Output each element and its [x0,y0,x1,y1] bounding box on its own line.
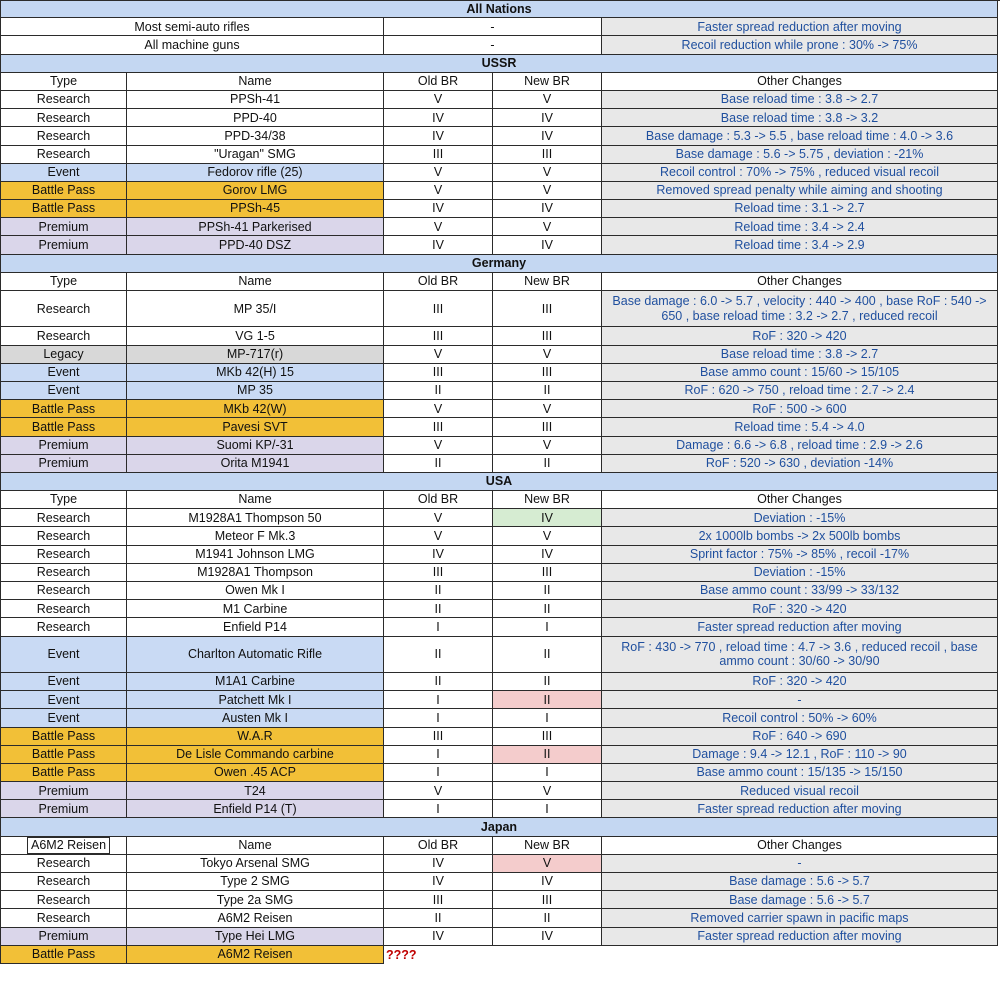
name-cell: Fedorov rifle (25) [127,164,384,182]
new-br-cell: II [493,455,602,473]
table-row [0,564,1000,582]
new-br-cell: IV [493,873,602,891]
other-changes-cell: - [602,691,998,709]
name-cell: VG 1-5 [127,327,384,345]
type-cell: Research [0,855,127,873]
header-type-cell [0,837,127,855]
type-cell: Event [0,673,127,691]
other-changes-cell: Deviation : -15% [602,509,998,527]
other-changes-cell: Base ammo count : 33/99 -> 33/132 [602,582,998,600]
table-row [0,382,1000,400]
new-br-cell: II [493,637,602,673]
other-changes-cell: Removed carrier spawn in pacific maps [602,909,998,927]
old-br-cell: III [384,418,493,436]
new-br-cell: V [493,164,602,182]
old-br-cell: V [384,527,493,545]
name-cell: Orita M1941 [127,455,384,473]
other-changes-cell: Base reload time : 3.8 -> 3.2 [602,109,998,127]
header-name: Name [127,273,384,291]
new-br-cell: IV [493,109,602,127]
other-changes-cell: Recoil control : 70% -> 75% , reduced visual recoil [602,164,998,182]
other-changes-cell: Deviation : -15% [602,564,998,582]
old-br-cell: II [384,909,493,927]
type-cell: Research [0,618,127,636]
header-new-br: New BR [493,837,602,855]
table-row [0,437,1000,455]
old-br-cell: V [384,509,493,527]
old-br-cell: III [384,327,493,345]
table-row [0,291,1000,327]
type-cell: Research [0,91,127,109]
old-br-cell: IV [384,236,493,254]
old-br-cell: V [384,182,493,200]
table-row [0,855,1000,873]
new-br-cell: III [493,564,602,582]
type-cell: Premium [0,455,127,473]
new-br-cell: V [493,855,602,873]
new-br-cell: III [493,891,602,909]
other-changes-cell: Faster spread reduction after moving [602,928,998,946]
old-br-cell: IV [384,109,493,127]
other-changes-cell: Sprint factor : 75% -> 85% , recoil -17% [602,546,998,564]
header-name: Name [127,491,384,509]
other-changes-cell: RoF : 620 -> 750 , reload time : 2.7 -> 2.4 [602,382,998,400]
type-cell: Research [0,891,127,909]
new-br-cell: V [493,527,602,545]
section-title: USSR [0,55,998,73]
table-row [0,618,1000,636]
name-cell: A6M2 Reisen [127,909,384,927]
header-old-br: Old BR [384,73,493,91]
table-row [0,327,1000,345]
other-changes-cell: Faster spread reduction after moving [602,800,998,818]
type-cell: Research [0,873,127,891]
new-br-cell: I [493,764,602,782]
new-br-cell: II [493,600,602,618]
old-br-cell: V [384,91,493,109]
section-title: USA [0,473,998,491]
new-br-cell: I [493,618,602,636]
other-changes-cell: RoF : 320 -> 420 [602,327,998,345]
type-cell: Research [0,582,127,600]
name-cell: M1A1 Carbine [127,673,384,691]
other-changes-cell: RoF : 500 -> 600 [602,400,998,418]
type-cell: Event [0,364,127,382]
table-row [0,600,1000,618]
type-cell: Premium [0,782,127,800]
name-cell: M1941 Johnson LMG [127,546,384,564]
old-br-cell: II [384,582,493,600]
table-row [0,109,1000,127]
section-ussr [0,55,1000,73]
old-br-cell: I [384,746,493,764]
type-cell: Battle Pass [0,400,127,418]
other-changes-cell: RoF : 520 -> 630 , deviation -14% [602,455,998,473]
cell-edit-box[interactable]: A6M2 Reisen [27,837,110,854]
table-row [0,800,1000,818]
other-changes-cell: Removed spread penalty while aiming and shooting [602,182,998,200]
name-cell: Austen Mk I [127,709,384,727]
table-row [0,418,1000,436]
new-br-cell: V [493,182,602,200]
other-changes-cell: Reload time : 3.4 -> 2.4 [602,218,998,236]
new-br-cell: IV [493,200,602,218]
name-cell: A6M2 Reisen [127,946,384,964]
name-cell: Owen .45 ACP [127,764,384,782]
name-cell: PPD-40 DSZ [127,236,384,254]
section-title: Japan [0,818,998,836]
table-row [0,546,1000,564]
header-other-changes: Other Changes [602,273,998,291]
name-cell: W.A.R [127,728,384,746]
header-type: Type [0,273,127,291]
type-cell: Premium [0,437,127,455]
header-new-br: New BR [493,73,602,91]
new-br-cell: V [493,346,602,364]
header-old-br: Old BR [384,837,493,855]
table-row [0,764,1000,782]
table-row [0,728,1000,746]
table-row [0,346,1000,364]
table-row [0,164,1000,182]
name-cell: MP 35 [127,382,384,400]
table-row [0,782,1000,800]
table-row [0,527,1000,545]
type-cell: Research [0,327,127,345]
ussr-rows [0,91,1000,255]
old-br-cell: III [384,891,493,909]
table-row [0,928,1000,946]
table-row [0,509,1000,527]
name-cell: MP-717(r) [127,346,384,364]
type-cell: Premium [0,236,127,254]
type-cell: Research [0,527,127,545]
table-row [0,637,1000,673]
header-name: Name [127,837,384,855]
other-changes-cell: Base ammo count : 15/60 -> 15/105 [602,364,998,382]
type-cell: Event [0,382,127,400]
old-br-cell: IV [384,127,493,145]
other-changes-cell: Faster spread reduction after moving [602,618,998,636]
header-new-br: New BR [493,491,602,509]
name-cell: PPD-40 [127,109,384,127]
old-br-cell: III [384,291,493,327]
type-cell: Research [0,291,127,327]
type-cell: Legacy [0,346,127,364]
other-changes-cell: Damage : 9.4 -> 12.1 , RoF : 110 -> 90 [602,746,998,764]
old-br-cell: II [384,382,493,400]
new-br-cell: I [493,709,602,727]
name-cell: M1928A1 Thompson 50 [127,509,384,527]
new-br-cell: V [493,437,602,455]
new-br-cell: IV [493,546,602,564]
name-cell: T24 [127,782,384,800]
other-changes-cell: Base damage : 6.0 -> 5.7 , velocity : 440 -> 400 , base RoF : 540 -> 650 , base reload time : 3.2 -> 2.7 , reduced recoil [602,291,998,327]
name-cell: Type Hei LMG [127,928,384,946]
type-cell: Premium [0,800,127,818]
old-br-cell: I [384,691,493,709]
new-br-cell: IV [493,509,602,527]
table-row [0,455,1000,473]
old-br-cell: III [384,564,493,582]
old-br-cell: III [384,146,493,164]
table-row [0,364,1000,382]
br-cell: - [384,36,602,54]
new-br-cell: II [493,746,602,764]
table-row [0,236,1000,254]
type-cell: Event [0,164,127,182]
name-cell: Tokyo Arsenal SMG [127,855,384,873]
new-br-cell: III [493,418,602,436]
usa-rows [0,509,1000,818]
header-type: Type [0,491,127,509]
type-cell: Battle Pass [0,182,127,200]
name-cell: PPSh-41 Parkerised [127,218,384,236]
table-row [0,946,1000,964]
type-cell: Event [0,637,127,673]
old-br-cell: V [384,346,493,364]
header-old-br: Old BR [384,491,493,509]
other-changes-cell: Base reload time : 3.8 -> 2.7 [602,346,998,364]
name-cell: Meteor F Mk.3 [127,527,384,545]
type-cell: Premium [0,928,127,946]
name-cell: All machine guns [0,36,384,54]
name-cell: MKb 42(H) 15 [127,364,384,382]
name-cell: Enfield P14 [127,618,384,636]
new-br-cell: I [493,800,602,818]
other-changes-cell: Reload time : 3.4 -> 2.9 [602,236,998,254]
type-cell: Battle Pass [0,418,127,436]
name-cell: De Lisle Commando carbine [127,746,384,764]
other-changes-cell: Reduced visual recoil [602,782,998,800]
name-cell: Type 2 SMG [127,873,384,891]
br-cell: - [384,18,602,36]
japan-rows [0,855,1000,946]
other-changes-cell: Reload time : 5.4 -> 4.0 [602,418,998,436]
new-br-cell: V [493,91,602,109]
new-br-cell: III [493,291,602,327]
section-title: Germany [0,255,998,273]
table-row [0,909,1000,927]
old-br-cell: II [384,455,493,473]
table-row [0,709,1000,727]
new-br-cell: II [493,382,602,400]
name-cell: "Uragan" SMG [127,146,384,164]
name-cell: Pavesi SVT [127,418,384,436]
header-type: Type [0,73,127,91]
new-br-cell: V [493,218,602,236]
column-header-row [0,491,1000,509]
other-changes-cell: Base damage : 5.6 -> 5.7 [602,873,998,891]
name-cell: MP 35/I [127,291,384,327]
old-br-cell: II [384,600,493,618]
section-germany [0,255,1000,273]
new-br-cell: III [493,364,602,382]
table-row [0,873,1000,891]
table-row [0,218,1000,236]
other-changes-cell: Base reload time : 3.8 -> 2.7 [602,91,998,109]
old-br-cell: IV [384,873,493,891]
other-changes-cell: Base damage : 5.6 -> 5.7 [602,891,998,909]
table-row [0,36,1000,54]
new-br-cell: V [493,782,602,800]
other-changes-cell: Base ammo count : 15/135 -> 15/150 [602,764,998,782]
new-br-cell: II [493,673,602,691]
name-cell: Most semi-auto rifles [0,18,384,36]
column-header-row [0,73,1000,91]
new-br-cell: II [493,909,602,927]
column-header-row [0,837,1000,855]
other-changes-cell: RoF : 320 -> 420 [602,600,998,618]
question-note: ???? [386,947,417,962]
name-cell: PPD-34/38 [127,127,384,145]
type-cell: Research [0,564,127,582]
old-br-cell: IV [384,200,493,218]
name-cell: Patchett Mk I [127,691,384,709]
old-br-cell: III [384,364,493,382]
old-br-cell: V [384,437,493,455]
type-cell: Battle Pass [0,746,127,764]
type-cell: Research [0,146,127,164]
type-cell: Research [0,600,127,618]
old-br-cell: V [384,164,493,182]
other-changes-cell: Recoil reduction while prone : 30% -> 75% [602,36,998,54]
name-cell: Owen Mk I [127,582,384,600]
old-br-cell: III [384,728,493,746]
new-br-cell: III [493,728,602,746]
other-changes-cell: 2x 1000lb bombs -> 2x 500lb bombs [602,527,998,545]
other-changes-cell: Reload time : 3.1 -> 2.7 [602,200,998,218]
column-header-row [0,273,1000,291]
new-br-cell: V [493,400,602,418]
section-usa [0,473,1000,491]
name-cell: PPSh-41 [127,91,384,109]
new-br-cell: IV [493,236,602,254]
old-br-cell: IV [384,855,493,873]
other-changes-cell: Recoil control : 50% -> 60% [602,709,998,727]
header-name: Name [127,73,384,91]
name-cell: PPSh-45 [127,200,384,218]
new-br-cell: II [493,691,602,709]
name-cell: Suomi KP/-31 [127,437,384,455]
type-cell: Research [0,909,127,927]
table-row [0,91,1000,109]
type-cell: Research [0,546,127,564]
table-row [0,746,1000,764]
table-row [0,146,1000,164]
new-br-cell: II [493,582,602,600]
old-br-cell: I [384,618,493,636]
other-changes-cell: RoF : 430 -> 770 , reload time : 4.7 -> 3.6 , reduced recoil , base ammo count : 30/60 -> 30/90 [602,637,998,673]
header-old-br: Old BR [384,273,493,291]
name-cell: MKb 42(W) [127,400,384,418]
old-br-cell: II [384,637,493,673]
other-changes-cell: Damage : 6.6 -> 6.8 , reload time : 2.9 -> 2.6 [602,437,998,455]
old-br-cell: IV [384,928,493,946]
type-cell: Research [0,109,127,127]
header-other-changes: Other Changes [602,837,998,855]
other-changes-cell: RoF : 320 -> 420 [602,673,998,691]
name-cell: Gorov LMG [127,182,384,200]
section-title: All Nations [0,1,998,18]
other-changes-cell: Base damage : 5.6 -> 5.75 , deviation : -21% [602,146,998,164]
type-cell: Battle Pass [0,728,127,746]
type-cell: Event [0,691,127,709]
old-br-cell: I [384,800,493,818]
old-br-cell: V [384,400,493,418]
section-japan [0,818,1000,836]
new-br-cell: III [493,146,602,164]
old-br-cell: IV [384,546,493,564]
new-br-cell: IV [493,127,602,145]
table-row [0,200,1000,218]
old-br-cell: I [384,764,493,782]
name-cell: M1928A1 Thompson [127,564,384,582]
name-cell: Enfield P14 (T) [127,800,384,818]
type-cell: Research [0,509,127,527]
table-row [0,891,1000,909]
old-br-cell: II [384,673,493,691]
table-row [0,127,1000,145]
old-br-cell: V [384,218,493,236]
new-br-cell: IV [493,928,602,946]
table-row [0,182,1000,200]
type-cell: Premium [0,218,127,236]
section-all-nations [0,0,1000,18]
name-cell: M1 Carbine [127,600,384,618]
header-other-changes: Other Changes [602,73,998,91]
name-cell: Charlton Automatic Rifle [127,637,384,673]
other-changes-cell: - [602,855,998,873]
other-changes-cell: Faster spread reduction after moving [602,18,998,36]
name-cell: Type 2a SMG [127,891,384,909]
type-cell: Battle Pass [0,946,127,964]
type-cell: Battle Pass [0,764,127,782]
other-changes-cell: Base damage : 5.3 -> 5.5 , base reload time : 4.0 -> 3.6 [602,127,998,145]
other-changes-cell: RoF : 640 -> 690 [602,728,998,746]
table-row [0,691,1000,709]
type-cell: Event [0,709,127,727]
table-row [0,18,1000,36]
header-new-br: New BR [493,273,602,291]
table-row [0,582,1000,600]
new-br-cell: III [493,327,602,345]
type-cell: Research [0,127,127,145]
table-row [0,673,1000,691]
type-cell: Battle Pass [0,200,127,218]
old-br-cell: I [384,709,493,727]
table-row [0,400,1000,418]
old-br-cell: V [384,782,493,800]
germany-rows [0,291,1000,473]
header-other-changes: Other Changes [602,491,998,509]
